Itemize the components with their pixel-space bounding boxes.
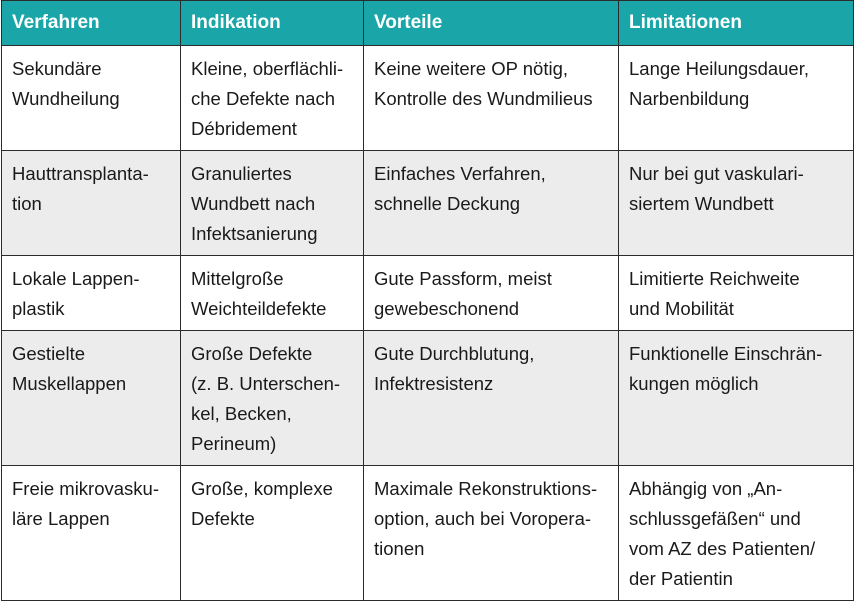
table-row <box>2 331 854 466</box>
table-header-row <box>2 1 854 46</box>
cell-verfahren: Hauttransplanta- tion <box>2 151 181 256</box>
header-verfahren: Verfahren <box>2 1 181 46</box>
cell-vorteile: Gute Passform, meist gewebeschonend <box>364 256 619 331</box>
table-row <box>2 256 854 331</box>
cell-indikation: Granuliertes Wundbett nach Infektsanierung <box>181 151 364 256</box>
header-limitationen: Limitationen <box>619 1 854 46</box>
cell-limitationen: Lange Heilungsdauer, Narbenbildung <box>619 46 854 151</box>
cell-verfahren: Sekundäre Wundheilung <box>2 46 181 151</box>
cell-limitationen: Nur bei gut vaskulari- siertem Wundbett <box>619 151 854 256</box>
cell-vorteile: Keine weitere OP nötig, Kontrolle des Wundmilieus <box>364 46 619 151</box>
cell-indikation: Mittelgroße Weichteildefekte <box>181 256 364 331</box>
cell-indikation: Große, komplexe Defekte <box>181 466 364 601</box>
cell-indikation: Kleine, oberflächli- che Defekte nach Débridement <box>181 46 364 151</box>
cell-verfahren: Freie mikrovasku- läre Lappen <box>2 466 181 601</box>
cell-vorteile: Einfaches Verfahren, schnelle Deckung <box>364 151 619 256</box>
cell-limitationen: Funktionelle Einschrän- kungen möglich <box>619 331 854 466</box>
header-vorteile: Vorteile <box>364 1 619 46</box>
cell-verfahren: Lokale Lappen- plastik <box>2 256 181 331</box>
cell-vorteile: Maximale Rekonstruktions- option, auch bei Voropera- tionen <box>364 466 619 601</box>
cell-vorteile: Gute Durchblutung, Infektresistenz <box>364 331 619 466</box>
cell-limitationen: Limitierte Reichweite und Mobilität <box>619 256 854 331</box>
table-row <box>2 46 854 151</box>
table-row <box>2 466 854 601</box>
cell-limitationen: Abhängig von „An- schlussgefäßen“ und vom AZ des Patienten/ der Patientin <box>619 466 854 601</box>
treatment-comparison-table <box>1 0 854 601</box>
cell-indikation: Große Defekte (z. B. Unterschen- kel, Becken, Perineum) <box>181 331 364 466</box>
cell-verfahren: Gestielte Muskellappen <box>2 331 181 466</box>
table-row <box>2 151 854 256</box>
header-indikation: Indikation <box>181 1 364 46</box>
